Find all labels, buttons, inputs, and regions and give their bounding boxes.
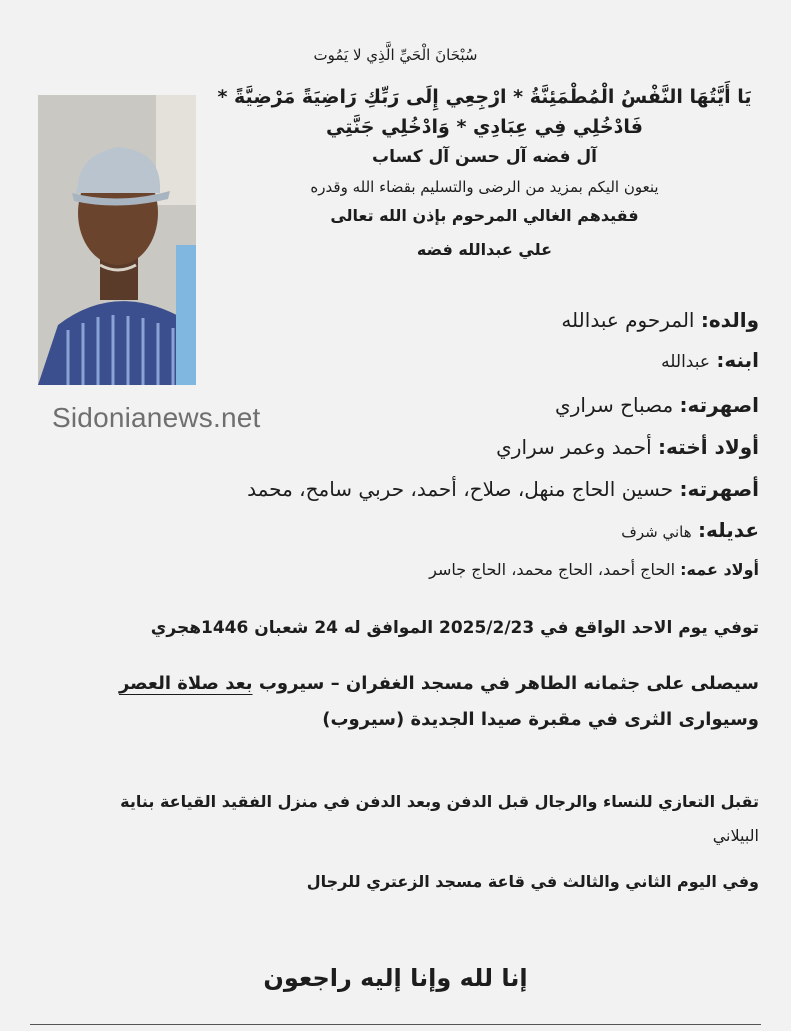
condolences-line-3: وفي اليوم الثاني والثالث في قاعة مسجد الزعتري للرجال: [306, 872, 759, 891]
portrait-photo: [38, 95, 196, 385]
funeral-time: بعد صلاة العصر: [118, 673, 253, 694]
funeral-line-2: وسيوارى الثرى في مقبرة صيدا الجديدة (سيروب): [322, 709, 759, 730]
funeral-line-1: [119, 673, 759, 694]
relative-value: حسين الحاج منهل، صلاح، أحمد، حربي سامح، محمد: [247, 477, 674, 501]
relative-label: ابنه:: [716, 348, 759, 372]
condolences-line-1: تقبل التعازي للنساء والرجال قبل الدفن وبعد الدفن في منزل الفقيد القياعة بناية: [120, 792, 759, 811]
relative-label: أصهرته:: [679, 477, 759, 501]
relative-label: والده:: [700, 308, 759, 332]
verse-line-2: فَادْخُلِي فِي عِبَادِي * وَادْخُلِي جَنَّتِي: [326, 116, 643, 138]
relative-value: عبدالله: [661, 352, 710, 372]
families-line: آل فضه آل حسن آل كساب: [371, 147, 598, 167]
watermark: Sidonianews.net: [52, 402, 261, 433]
relative-row-son: [661, 348, 759, 372]
relative-value: الحاج أحمد، الحاج محمد، الحاج جاسر: [429, 560, 676, 579]
relative-row-inlaws: [247, 477, 759, 501]
relative-value: مصباح سراري: [555, 393, 674, 417]
death-date: توفي يوم الاحد الواقع في 2025/2/23 الموافق له 24 شعبان 1446هجري: [150, 618, 759, 638]
relative-row-brother-in-law: [621, 518, 759, 542]
relative-value: أحمد وعمر سراري: [496, 435, 652, 459]
relative-label: أولاد عمه:: [680, 560, 759, 579]
portrait-photo-icon: [38, 95, 196, 385]
relative-row-father: [561, 308, 759, 332]
relative-value: المرحوم عبدالله: [561, 308, 695, 332]
relative-label: اصهرته:: [679, 393, 759, 417]
relative-row-inlaw: [555, 393, 759, 417]
relative-value: هاني شرف: [621, 523, 692, 541]
funeral-location: سيصلى على جثمانه الطاهر في مسجد الغفران – سيروب: [258, 673, 759, 694]
closing-phrase: إنا لله وإنا إليه راجعون: [263, 964, 528, 992]
bottom-divider: [30, 1024, 761, 1025]
relative-row-cousins: [429, 560, 759, 579]
deceased-intro: فقيدهم الغالي المرحوم بإذن الله تعالى: [330, 206, 639, 225]
relative-label: عديله:: [697, 518, 759, 542]
relative-row-nephews: [496, 435, 759, 459]
condolences-line-2: البيلاني: [712, 826, 759, 845]
subhan-line: سُبْحَانَ الْحَيِّ الَّذِي لا يَمُوت: [313, 46, 478, 64]
verse-line-1: يَا أَيَّتُهَا النَّفْسُ الْمُطْمَئِنَّةُ * ارْجِعِي إِلَى رَبِّكِ رَاضِيَةً مَرْضِيَّةً *: [217, 86, 752, 108]
deceased-name: علي عبدالله فضه: [416, 240, 553, 259]
relative-label: أولاد أخته:: [658, 435, 759, 459]
mourn-line: ينعون اليكم بمزيد من الرضى والتسليم بقضاء الله وقدره: [310, 178, 659, 196]
